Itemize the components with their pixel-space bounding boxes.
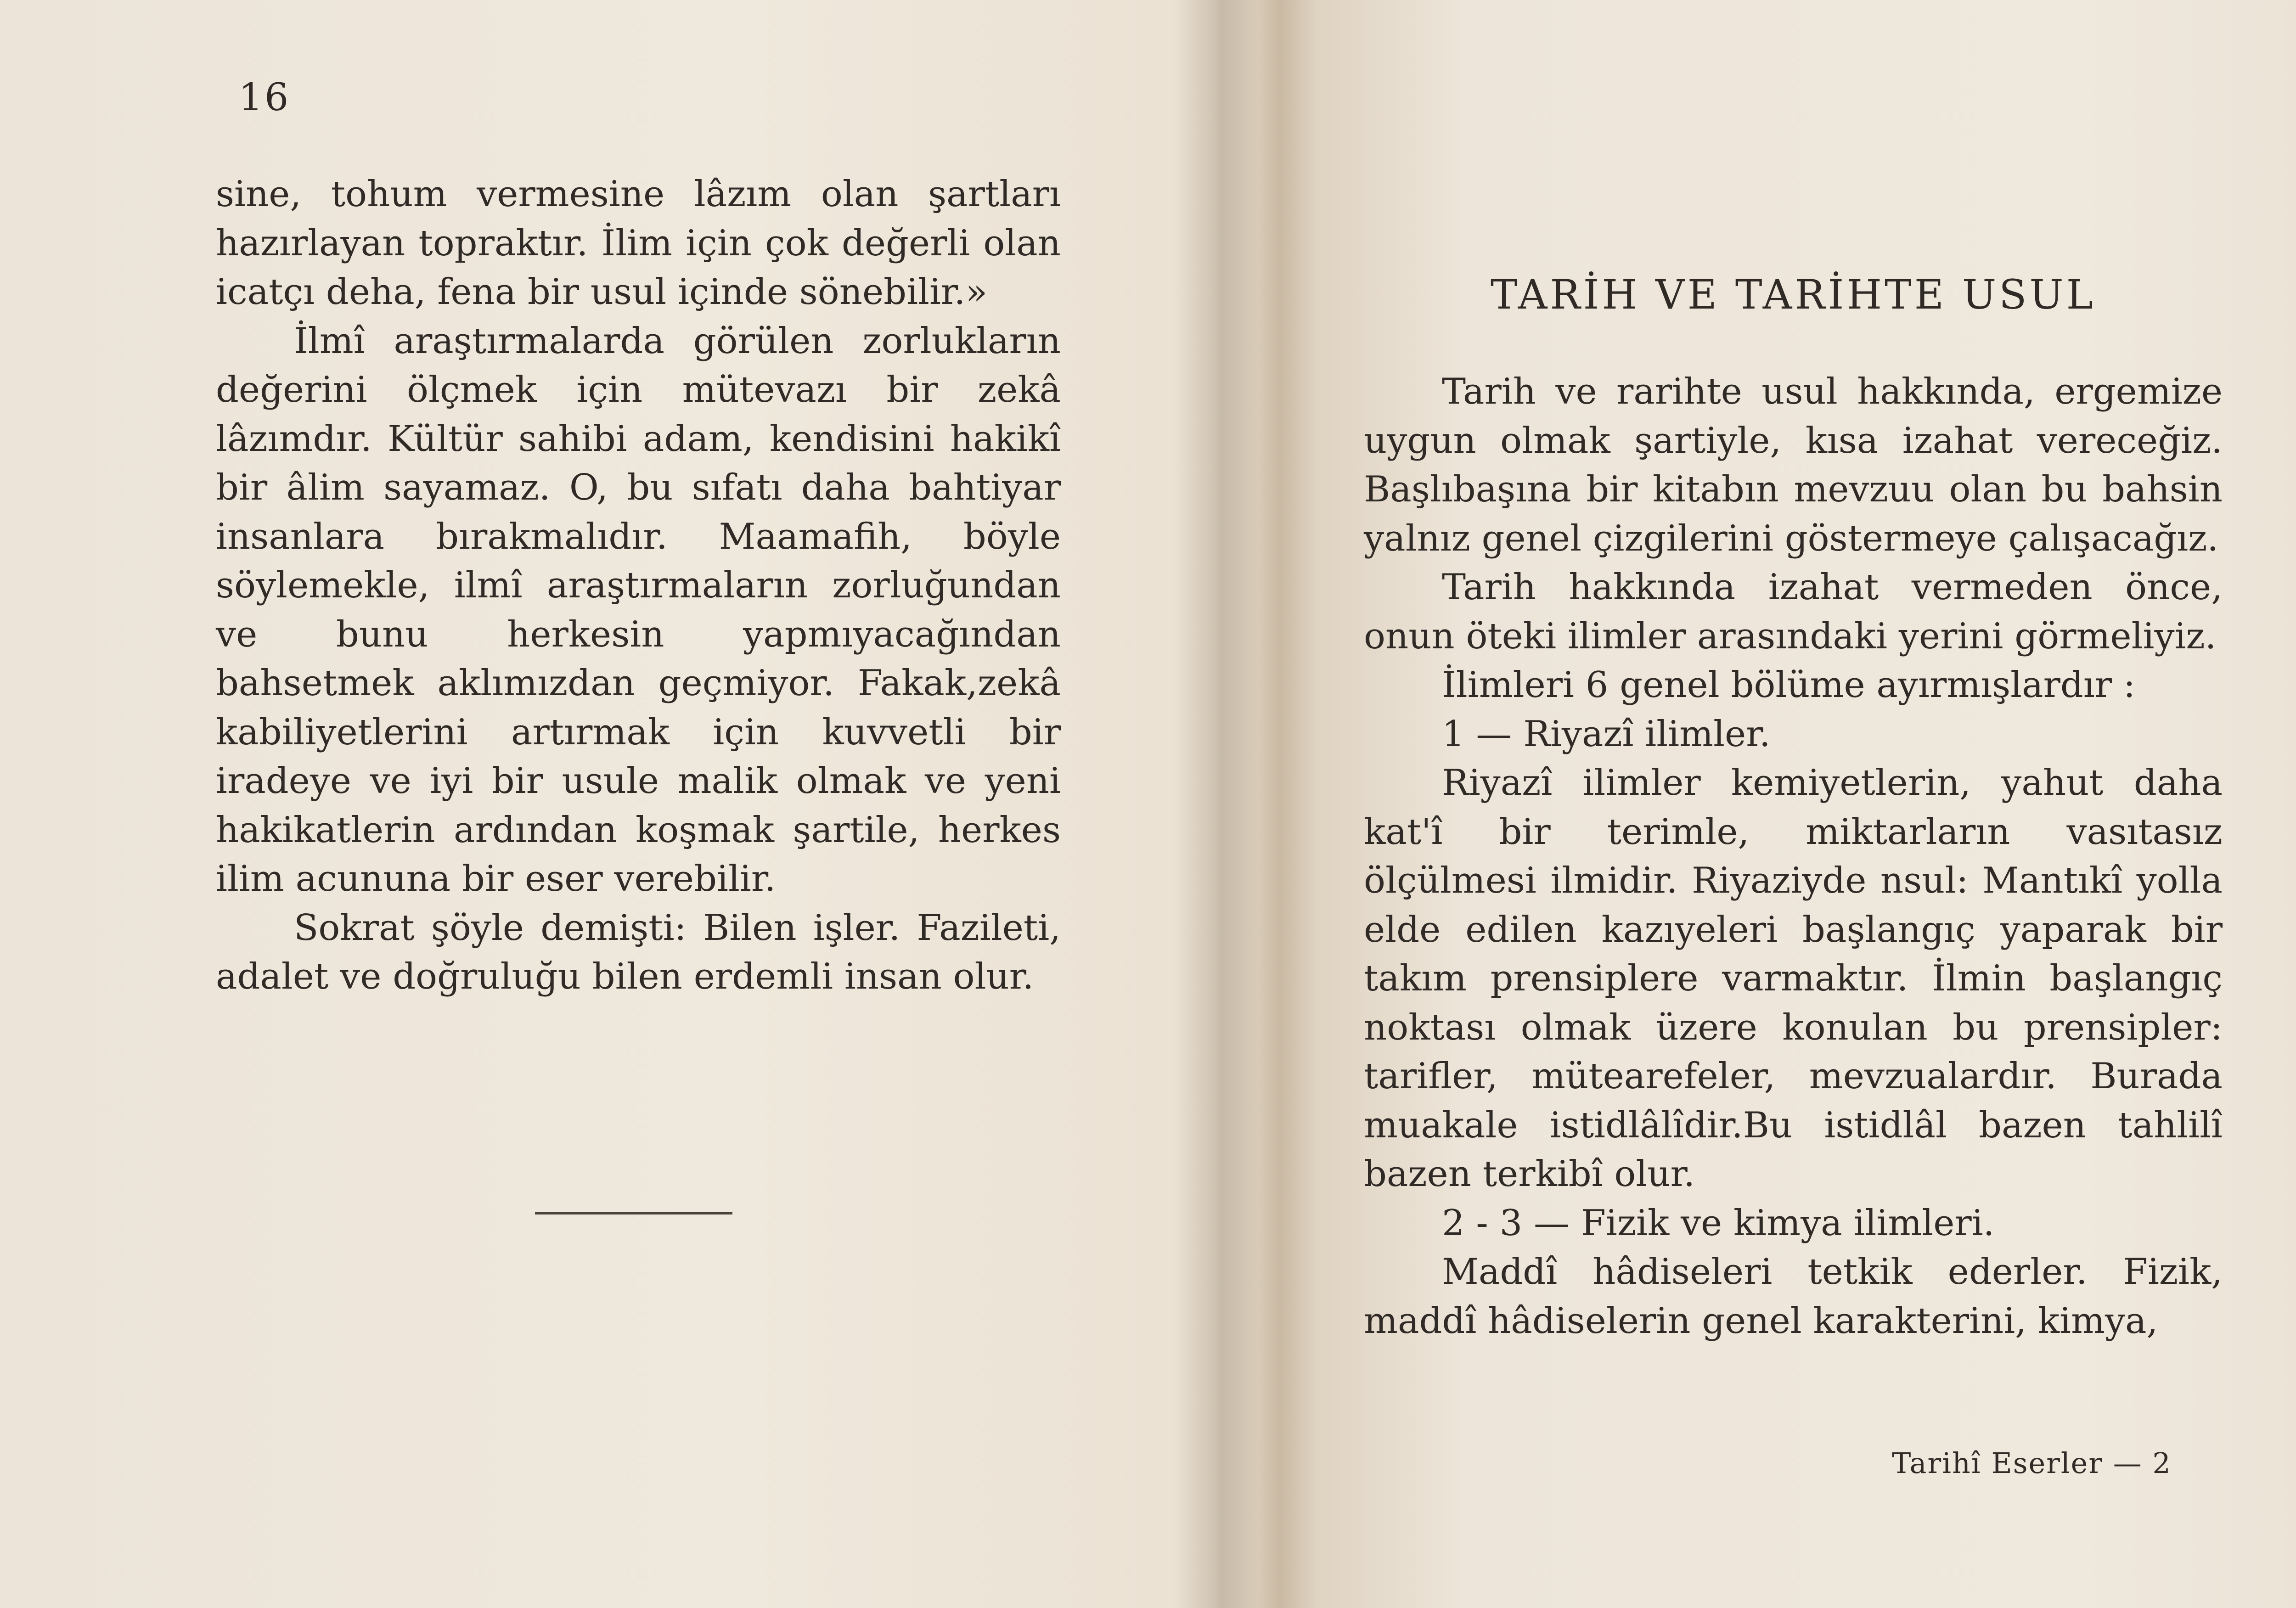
paragraph: Tarih hakkında izahat vermeden önce, onun öteki ilimler arasındaki yerini görmeliyiz. bbox=[1364, 567, 2223, 657]
section-end-rule bbox=[535, 1212, 732, 1214]
page-number: 16 bbox=[239, 76, 291, 119]
paragraph: İlmî araştırmalarda görülen zorlukların değerini ölçmek için mütevazı bir zekâ lâzımdır. Kültür sahibi adam, kendisini hakikî bir âlim sayamaz. O, bu sıfatı daha bahtiyar insanlara bırakmalıdır. Maamafih, böyle söylemekle, ilmî araştırmaların zorluğundan ve bunu herkesin yapmıyacağından bahsetmek aklımızdan geçmiyor. Fakak,zekâ kabiliyetlerini artırmak için kuvvetli bir iradeye ve iyi bir usule malik olmak ve yeni hakikatlerin ardından koşmak şartile, herkes ilim acununa bir eser verebilir. bbox=[216, 320, 1061, 900]
right-page-body bbox=[1364, 367, 2223, 1345]
right-page bbox=[1212, 0, 2296, 1608]
paragraph: Maddî hâdiseleri tetkik ederler. Fizik, maddî hâdiselerin genel karakterini, kimya, bbox=[1364, 1251, 2223, 1342]
chapter-title: TARİH VE TARİHTE USUL bbox=[1490, 271, 2096, 318]
left-page-body bbox=[216, 170, 1061, 1001]
paragraph: İlimleri 6 genel bölüme ayırmışlardır : bbox=[1442, 664, 2136, 706]
paragraph: 2 - 3 — Fizik ve kimya ilimleri. bbox=[1442, 1202, 1995, 1244]
paragraph: sine, tohum vermesine lâzım olan şartları hazırlayan topraktır. İlim için çok değerli olan icatçı deha, fena bir usul içinde sönebilir.» bbox=[216, 174, 1061, 313]
paragraph: Riyazî ilimler kemiyetlerin, yahut daha kat'î bir terimle, miktarların vasıtasız ölçülmesi ilmidir. Riyaziyde nsul: Mantıkî yolla elde edilen kazıyeleri başlangıç yaparak bir takım prensiplere varmaktır. İlmin başlangıç noktası olmak üzere konulan bu prensipler: tarifler, mütearefeler, mevzualardır. Burada muakale istidlâlîdir.Bu istidlâl bazen tahlilî bazen terkibî olur. bbox=[1364, 762, 2223, 1195]
paragraph: Sokrat şöyle demişti: Bilen işler. Fazileti, adalet ve doğruluğu bilen erdemli insan olur. bbox=[216, 907, 1061, 997]
paragraph: 1 — Riyazî ilimler. bbox=[1442, 713, 1771, 755]
paragraph: Tarih ve rarihte usul hakkında, ergemize uygun olmak şartiyle, kısa izahat vereceğiz. Başlıbaşına bir kitabın mevzuu olan bu bahsin yalnız genel çizgilerini göstermeye çalışacağız. bbox=[1364, 371, 2223, 559]
signature-mark: Tarihî Eserler — 2 bbox=[1892, 1446, 2172, 1480]
